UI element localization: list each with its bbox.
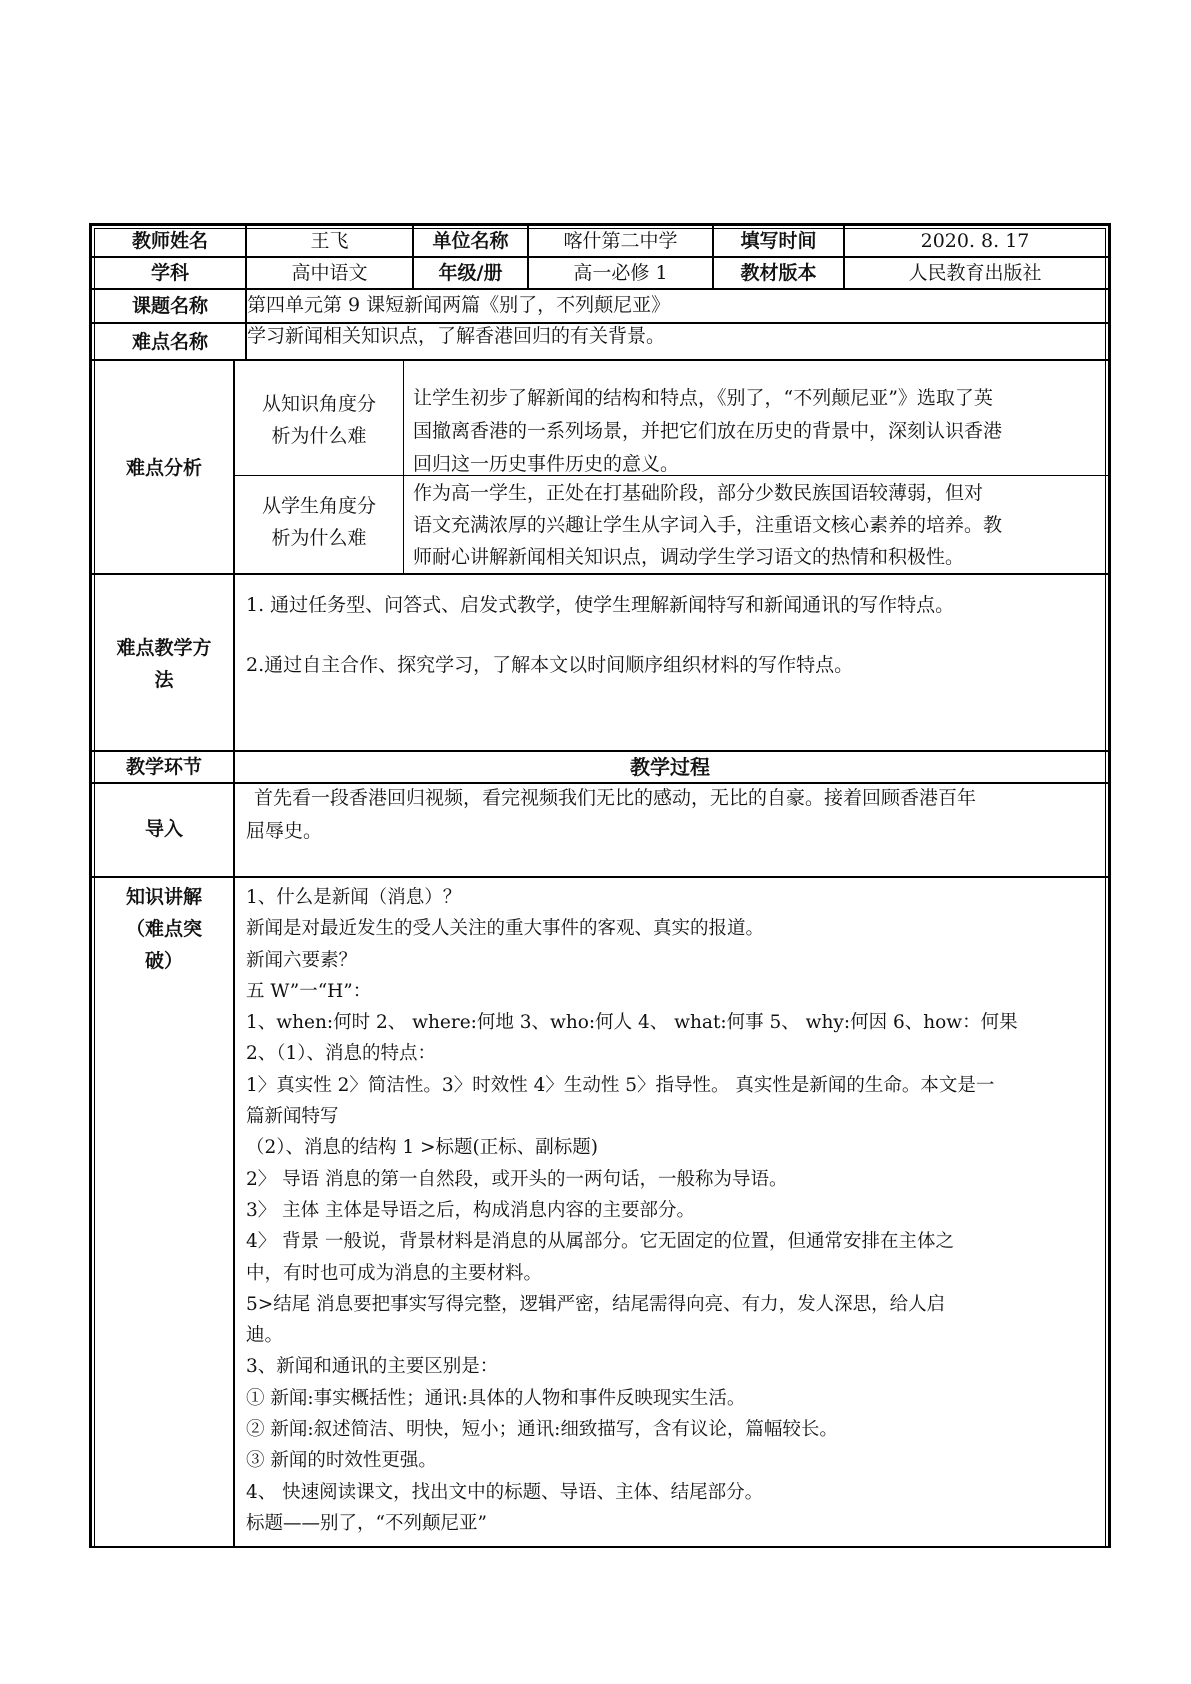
knowledge-angle-text: 让学生初步了解新闻的结构和特点，《别了，“不列颠尼亚”》选取了英 国撤离香港的一系列场景，并把它们放在历史的背景中，深刻认识香港 回归这一历史事件历史的意义。 — [413, 387, 1003, 475]
unit-value: 喀什第二中学 — [563, 230, 678, 252]
intro-text: 首先看一段香港回归视频，看完视频我们无比的感动，无比的自豪。接着回顾香港百年 屈辱史。 — [246, 787, 977, 842]
teacher-value: 王飞 — [310, 230, 349, 252]
date-value: 2020. 8. 17 — [920, 230, 1030, 252]
grade-label: 年级/册 — [438, 262, 503, 284]
textbook-value: 人民教育出版社 — [908, 262, 1042, 284]
difficulty-value: 学习新闻相关知识点，了解香港回归的有关背景。 — [247, 325, 666, 347]
student-angle-text: 作为高一学生，正处在打基础阶段，部分少数民族国语较薄弱，但对 语文充满浓厚的兴趣让学生从字词入手，注重语文核心素养的培养。教 师耐心讲解新闻相关知识点，调动学生学习语文的热情和积极性。 — [413, 482, 1003, 568]
subject-label: 学科 — [150, 262, 189, 284]
grade-value: 高一必修 1 — [573, 262, 668, 284]
method-item-2: 2.通过自主合作、探究学习，了解本文以时间顺序组织材料的写作特点。 — [246, 654, 854, 676]
topic-label: 课题名称 — [131, 295, 208, 317]
method-item-1: 1. 通过任务型、问答式、启发式教学，使学生理解新闻特写和新闻通讯的写作特点。 — [246, 594, 955, 616]
stage-column-header: 教学环节 — [125, 756, 202, 778]
teacher-label: 教师姓名 — [131, 230, 208, 252]
intro-label: 导入 — [144, 818, 183, 840]
unit-label: 单位名称 — [432, 230, 509, 252]
topic-value: 第四单元第 9 课短新闻两篇《别了，不列颠尼亚》 — [247, 294, 671, 316]
textbook-label: 教材版本 — [740, 262, 817, 284]
analysis-label: 难点分析 — [125, 457, 202, 479]
process-column-header: 教学过程 — [630, 755, 710, 779]
difficulty-label: 难点名称 — [131, 331, 208, 353]
subject-value: 高中语文 — [291, 262, 368, 284]
knowledge-text: 1、什么是新闻（消息）？ 新闻是对最近发生的受人关注的重大事件的客观、真实的报道。 新闻六要素？ 五 W”一“H”： 1、when:何时 2、 where:何地 3、who:何人 4、 what:何事 5、 why:何因 6、how：何果 2、（1）、消息的特点： 1〉真实性 2〉简洁性。3〉时效性 4〉生动性 5〉指导性。 真实性是新闻的生命。本文是一 篇新闻特写 （2）、消息的结构 1 >标题(正标、副标题) 2〉 导语 消息的第一自然段，或开头的一两句话，一般称为导语。 3〉 主体 主体是导语之后，构成消息内容的主要部分。 4〉 背景 一般说，背景材料是消息的从属部分。它无固定的位置，但通常安排在主体之 中，有时也可成为消息的主要材料。 5>结尾 消息要把事实写得完整，逻辑严密，结尾需得向亮、有力，发人深思，给人启 迪。 3、新闻和通讯的主要区别是： ① 新闻:事实概括性；通讯:具体的人物和事件反映现实生活。 ② 新闻:叙述简洁、明快，短小；通讯:细致描写，含有议论，篇幅较长。 ③ 新闻的时效性更强。 4、 快速阅读课文，找出文中的标题、导语、主体、结尾部分。 标题——别了，“不列颠尼亚” — [246, 887, 1018, 1534]
date-label: 填写时间 — [740, 230, 817, 252]
